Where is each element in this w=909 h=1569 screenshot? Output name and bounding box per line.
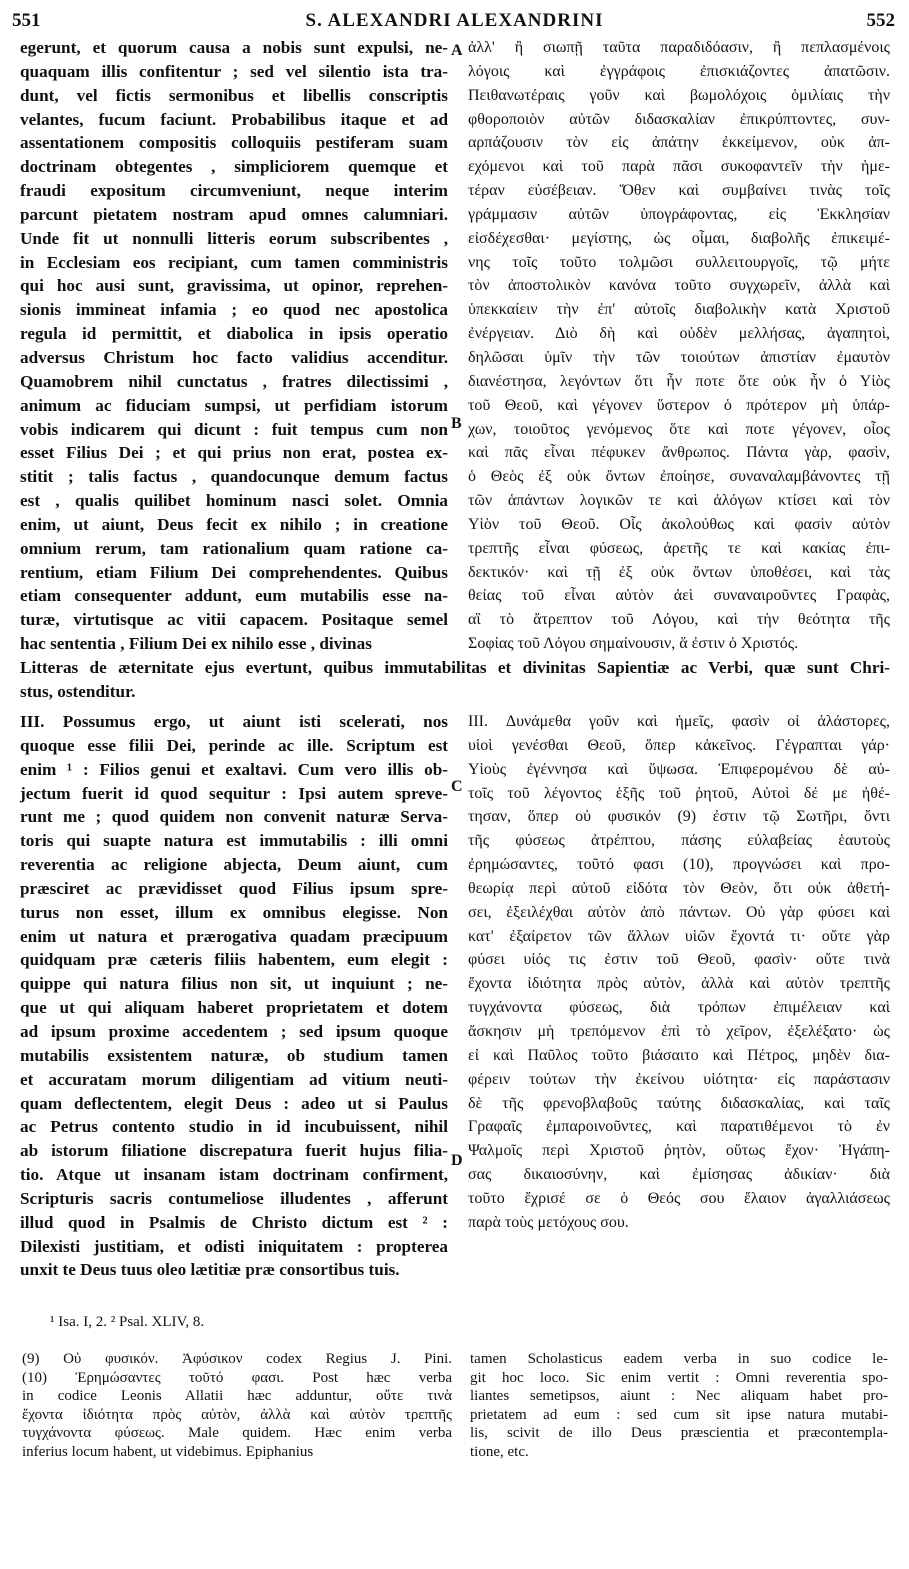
- greek-line: σας δικαιοσύνην, καὶ ἐμίσησας ἀδικίαν· διὰ: [468, 1166, 890, 1184]
- latin-line: quippe qui natura filius non sit, ut inquiunt ; ne-: [20, 974, 448, 994]
- greek-line: φθοροποιὸν αὐτῶν διδασκαλίαν ἐπικρύπτοντες, συν-: [468, 110, 890, 128]
- margin-marker-d: D: [451, 1152, 463, 1169]
- latin-line: turæ, virtutisque ac vitii capacem. Positaque semel: [20, 610, 448, 630]
- latin-line: illud quod in Psalmis de Christo dictum est ² :: [20, 1212, 448, 1232]
- greek-line: αρπάζουσιν τὸν εἰς ἀπάτην ἐκκείμενον, οὐκ ἀπ-: [468, 134, 890, 152]
- greek-line: εἰσδέχεσθαι· μεγίστης, ὡς οἶμαι, διαβολῆς ἐπικειμέ-: [468, 229, 890, 247]
- latin-line: ab istorum filiatione discrepatura fuerit hujus filia-: [20, 1141, 448, 1161]
- greek-line: διανέστησα, λεγόντων ὅτι ἦν ποτε ὅτε οὐκ ἦν ὁ Υἱὸς: [468, 372, 890, 390]
- greek-line: σει, ἐξειλέχθαι αὐτὸν ἀπὸ πάντων. Οὐ γὰρ φύσει καὶ: [468, 903, 890, 921]
- margin-marker-a: A: [451, 42, 463, 59]
- note-line: tione, etc.: [470, 1443, 529, 1460]
- greek-line: φέρειν τούτων τὴν ἐκείνου υἱότητα· εἰς παράστασιν: [468, 1070, 890, 1088]
- latin-line: quam deflectentem, elegit Deus : adeo ut si Paulus: [20, 1093, 448, 1113]
- latin-line: ad ipsum proxime accedentem ; sed ipsum quoque: [20, 1021, 448, 1041]
- latin-line: egerunt, et quorum causa a nobis sunt expulsi, ne-: [20, 38, 448, 57]
- latin-line: rentium, etiam Filium Dei comprehendentes. Quibus: [20, 562, 448, 582]
- notes-left: [22, 1350, 452, 1461]
- latin-line: Quamobrem nihil cunctatus , fratres dilectissimi ,: [20, 371, 448, 391]
- greek-line: Ψαλμοῖς περὶ Χριστοῦ ῥητὸν, οὕτως ἔχον· Ἠγάπη-: [468, 1142, 890, 1160]
- latin-line: velantes, fucum faciunt. Probabilibus itaque et ad: [20, 109, 448, 129]
- greek-line: Γραφαῖς ἐμπαροινοῦντες, καὶ παρατιθέμενοι τὸ ἐν: [468, 1118, 890, 1136]
- full-width-lines: [20, 656, 890, 704]
- note-line: (9) Οὐ φυσικόν. Ἀφύσικον codex Regius J. Pini.: [22, 1351, 452, 1367]
- latin-line: ac Petrus contento studio in id incubuissent, nihil: [20, 1117, 448, 1137]
- latin-line: enim ut natura et prærogativa quadam præcipuum: [20, 926, 448, 946]
- notes-right: [470, 1350, 888, 1461]
- greek-line: τοῦτο ἔχρισέ σε ὁ Θεός σου ἔλαιον ἀγαλλιάσεως: [468, 1189, 890, 1207]
- latin-line: adversus Christum hoc facto validius accenditur.: [20, 347, 448, 367]
- greek-line: Σοφίας τοῦ Λόγου σημαίνουσιν, ἅ ἐστιν ὁ Χριστός.: [468, 635, 799, 653]
- latin-line: animum ac fiduciam sumpsi, ut perfidiam istorum: [20, 395, 448, 415]
- note-line: liantes semetipsos, aiunt : Nec aliquam habet pro-: [470, 1388, 888, 1404]
- latin-line: in Ecclesiam eos recipiant, cum tamen comministris: [20, 252, 448, 272]
- latin-line: toris qui suapte natura est immutabilis : illi omni: [20, 831, 448, 851]
- latin-column-top: [20, 36, 448, 656]
- note-line: in codice Leonis Allatii hæc adduntur, οὔτε τινὰ: [22, 1388, 452, 1404]
- greek-line: εἰ καὶ Παῦλος τοῦτο βιάσαιτο καὶ Πέτρος, μηδὲν δια-: [468, 1046, 890, 1064]
- latin-line: esset Filius Dei ; et qui prius non erat, postea ex-: [20, 443, 448, 463]
- greek-line: τέραν εὐσέβειαν. Ὅθεν καὶ συμβαίνει τινὰς τοῖς: [468, 182, 890, 200]
- latin-line: runt me ; quod quidem non convenit naturæ Serva-: [20, 807, 448, 827]
- greek-line: ἐνέργειαν. Διὸ δὴ καὶ οὐδὲν μελλήσας, ἀγαπητοὶ,: [468, 325, 890, 343]
- latin-line: turus non esset, illum ex omnibus elegisse. Non: [20, 902, 448, 922]
- latin-line: Dilexisti justitiam, et odisti iniquitatem : propterea: [20, 1236, 448, 1256]
- latin-line: omnium rerum, tam rationalium quam ratione ca-: [20, 538, 448, 558]
- latin-line: enim ¹ : Filios genui et exaltavi. Cum vero illis ob-: [20, 759, 448, 779]
- latin-line: sionis immineat infamia ; eo quod nec apostolica: [20, 300, 448, 320]
- greek-column-top: [468, 36, 890, 656]
- latin-line: III. Possumus ergo, ut aiunt isti scelerati, nos: [20, 712, 448, 731]
- greek-line: ἐρημώσαντες, τοῦτό φασι (10), προγνώσει καὶ προ-: [468, 856, 890, 874]
- latin-line: unxit te Deus tuus oleo lætitiæ præ consortibus tuis.: [20, 1260, 400, 1280]
- greek-line: θείας τοῦ εἶναι αὐτὸν ἀεὶ συναναιροῦντες Γραφὰς,: [468, 587, 890, 605]
- greek-line: τυγχάνοντα φύσεως, διὰ τρόπων ἐπιμέλειαν καὶ: [468, 999, 890, 1017]
- latin-line: etiam consequenter addunt, eum mutabilis esse na-: [20, 586, 448, 606]
- full-width-line: Litteras de æternitate ejus evertunt, quibus immutabilitas et divinitas Sapientiæ ac Verbi, quæ sunt Chri-: [20, 658, 890, 677]
- latin-line: fraudi expositum circumveniunt, neque interim: [20, 181, 448, 201]
- greek-line: κατ' ἐξαίρετον τῶν ἄλλων υἱῶν ἔχοντά τι· οὔτε γὰρ: [468, 927, 890, 945]
- latin-line: stitit ; talis factus , quandocunque demum factus: [20, 467, 448, 487]
- page-number-left: 551: [12, 10, 41, 31]
- greek-line: δεκτικόν· καὶ τῇ ἐξ οὐκ ὄντων ὑποθέσει, καὶ τὰς: [468, 563, 890, 581]
- latin-line: jectum fuerit id quod sequitur : Ipsi autem spreve-: [20, 783, 448, 803]
- greek-line: III. Δυνάμεθα γοῦν καὶ ἡμεῖς, φασὶν οἱ ἀλάστορες,: [468, 713, 890, 730]
- greek-line: φύσει υἱός τις ἐστιν τοῦ Θεοῦ, φασὶν· οὔτε τινὰ: [468, 951, 890, 969]
- margin-marker-b: B: [451, 415, 462, 432]
- note-line: git hoc loco. Sic enim vertit : Omni reverentia spo-: [470, 1369, 888, 1386]
- greek-line: τοῖς τοῦ λέγοντος ἑξῆς τοῦ ῥητοῦ, Αὐτοὶ δέ με ἠθέ-: [468, 784, 890, 802]
- greek-line: τρεπτῆς εἶναι φύσεως, ἀρετῆς τε καὶ κακίας ἐπι-: [468, 539, 890, 557]
- greek-line: τοῦ Θεοῦ, καὶ γέγονεν ὕστερον ὁ πρότερον μὴ ὑπάρ-: [468, 396, 890, 414]
- greek-line: ὁ Θεὸς ἐξ οὐκ ὄντων ἐποίησε, συναναλαμβάνοντες τῇ: [468, 468, 890, 486]
- greek-line: τησαν, ὅπερ οὐ φυσικόν (9) ἐστιν τῷ Σωτῆρι, ὄντι: [468, 808, 890, 826]
- greek-line: αἳ τὸ ἄτρεπτον τοῦ Λόγου, καὶ τὴν θεότητα τῆς: [468, 611, 890, 629]
- note-line: τυγχάνοντα φύσεως. Male quidem. Hæc enim verba: [22, 1425, 452, 1441]
- note-line: prietatem ad eum : sed cum sit ipse natura mutabi-: [470, 1406, 888, 1423]
- greek-line: ἄσκησιν μὴ τρεπόμενον ἐπὶ τὸ χεῖρον, ἐξελέξατο· ὡς: [468, 1022, 890, 1040]
- greek-line: θεωρίᾳ περὶ αὐτοῦ εἰδότα τὸν Θεὸν, ὅτι οὐκ ἀθετή-: [468, 879, 890, 897]
- latin-line: tio. Atque ut insanam istam doctrinam confirment,: [20, 1165, 448, 1185]
- note-line: inferius locum habent, ut videbimus. Epiphanius: [22, 1443, 314, 1460]
- greek-line: Πειθανωτέραις γοῦν καὶ βωμολόχοις ὁμιλίαις τὴν: [468, 86, 890, 104]
- latin-line: quidquam præ cæteris filiis habentem, eum elegit :: [20, 950, 448, 970]
- greek-line: ὑπεκκαίειν τὴν ἐπ' αὐτοῖς διαβολικὴν κατὰ Χριστοῦ: [468, 301, 890, 319]
- latin-line: enim, ut aiunt, Deus fecit ex nihilo ; in creatione: [20, 514, 448, 534]
- greek-line: Υἱὸν τοῦ Θεοῦ. Οἷς ἀκολούθως καὶ φασὶν αὐτὸν: [468, 515, 890, 533]
- margin-marker-c: C: [451, 778, 463, 795]
- latin-line: dunt, vel fictis sermonibus et libellis conscriptis: [20, 85, 448, 105]
- page-header: [0, 6, 909, 38]
- footnote-references: ¹ Isa. I, 2. ² Psal. XLIV, 8.: [50, 1314, 205, 1330]
- latin-line: vobis indicarem qui dicunt : fuit tempus cum non: [20, 419, 448, 439]
- latin-line: præsciret ac prævidisset quod Filius ipsum spre-: [20, 878, 448, 898]
- latin-line: quoque esse filii Dei, perinde ac ille. Scriptum est: [20, 735, 448, 755]
- latin-line: et accuratam morum diligentiam ad vitium neuti-: [20, 1069, 448, 1089]
- note-line: lis, scivit de illo Deus præscientia et præcontempla-: [470, 1425, 888, 1441]
- latin-line: reverentia ac religione abjecta, Deum aiunt, cum: [20, 855, 448, 875]
- greek-line: δὲ τῆς φρενοβλαβοῦς ταύτης διδασκαλίας, καὶ ταῖς: [468, 1094, 890, 1112]
- latin-line: regula id permittit, et diabolica in ipsis operatio: [20, 324, 448, 344]
- note-line: tamen Scholasticus eadem verba in suo codice le-: [470, 1351, 888, 1367]
- greek-line: δηλῶσαι ὑμῖν τὴν τῶν τοιούτων ἀπιστίαν ἐμαυτὸν: [468, 348, 890, 366]
- greek-line: λόγοις καὶ ἐγγράφοις ἐπισκιάζοντες ἀπατῶσιν.: [468, 62, 890, 80]
- latin-line: Scripturis sacris contumeliose illudentes , afferunt: [20, 1188, 448, 1208]
- greek-line: τὸν ἀποστολικὸν κανόνα τοῦτο συγχωρεῖν, ἀλλὰ καὶ: [468, 277, 890, 295]
- running-head: S. ALEXANDRI ALEXANDRINI: [305, 10, 604, 31]
- latin-line: qui hoc ausi sunt, gravissima, ut opinor, reprehen-: [20, 276, 448, 296]
- greek-line: εχόμενοι καὶ τοῦ παρὰ πᾶσι συκοφαντεῖν τὴν ἡμε-: [468, 158, 890, 176]
- full-width-line: stus, ostenditur.: [20, 681, 136, 701]
- greek-line: χων, τοιοῦτος γενόμενος ὅτε καὶ ποτε γέγονεν, οἷος: [468, 420, 890, 438]
- latin-line: que ut qui aliquam haberet proprietatem et dotem: [20, 998, 448, 1018]
- latin-line: parcunt pietatem nostram apud omnes calumniari.: [20, 204, 448, 224]
- note-line: (10) Ἐρημώσαντες τοῦτό φασι. Post hæc verba: [22, 1369, 452, 1386]
- greek-line: υἱοὶ γενέσθαι Θεοῦ, ὅπερ κἀκεῖνος. Γέγραπται γάρ·: [468, 736, 890, 754]
- greek-line: τῶν ἁπάντων λογικῶν τε καὶ ἀλόγων κτίσει καὶ τὸν: [468, 492, 890, 510]
- latin-line: doctrinam obtegentes , simpliciorem quemque et: [20, 157, 448, 177]
- greek-line: παρὰ τοὺς μετόχους σου.: [468, 1213, 629, 1231]
- greek-line: ἔχοντα ἰδιότητα πρὸς αὐτὸν, ἀλλὰ καὶ αὐτὸν τρεπτῆς: [468, 975, 890, 993]
- note-line: ἔχοντα ἰδιότητα πρὸς αὐτὸν, ἀλλὰ καὶ αὐτὸν τρεπτῆς: [22, 1406, 452, 1423]
- latin-column-bottom: [20, 710, 448, 1282]
- greek-line: γράμμασιν αὐτῶν ὑπογράφοντας, εἰς Ἐκκλησίαν: [468, 205, 890, 223]
- page-number-right: 552: [866, 10, 895, 31]
- greek-line: ἀλλ' ἢ σιωπῇ ταῦτα παραδιδόασιν, ἢ πεπλασμένοις: [468, 39, 890, 56]
- latin-line: assentationem compositis colloquiis pestiferam suam: [20, 133, 448, 153]
- latin-line: quaquam illis confitentur ; sed vel silentio ista tra-: [20, 61, 448, 81]
- greek-line: καὶ πᾶς εἶναι πέφυκεν ἄνθρωπος. Πάντα γὰρ, φασὶν,: [468, 444, 890, 462]
- greek-line: νης τοῖς τοῦτο τολμῶσι συλλειτουργοῖς, τῷ μήτε: [468, 253, 890, 271]
- greek-line: τῆς φύσεως ἀτρέπτου, πάσης εὐλαβείας ἑαυτοὺς: [468, 832, 890, 850]
- latin-line: hac sententia , Filium Dei ex nihilo esse , divinas: [20, 634, 372, 654]
- greek-column-bottom: [468, 710, 890, 1235]
- greek-line: Υἱοὺς ἐγέννησα καὶ ὕψωσα. Ἐπιφερομένου δὲ αὐ-: [468, 760, 890, 778]
- latin-line: mutabilis exsistentem naturæ, ob studium tamen: [20, 1045, 448, 1065]
- latin-line: est , qualis quilibet hominum nasci solet. Omnia: [20, 491, 448, 511]
- latin-line: Unde fit ut nonnulli litteris eorum subscribentes ,: [20, 228, 448, 248]
